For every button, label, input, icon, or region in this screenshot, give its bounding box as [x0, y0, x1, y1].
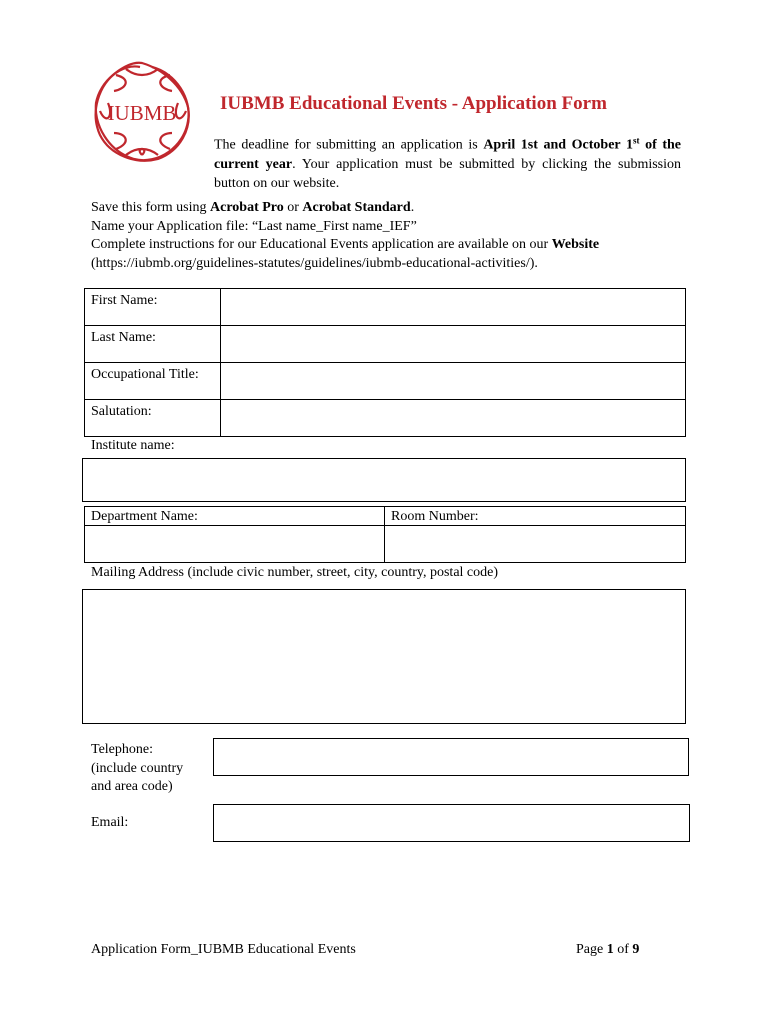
instruction-text: .: [410, 200, 415, 215]
website-label: Website: [551, 237, 600, 252]
page-title: IUBMB Educational Events - Application Form: [220, 93, 607, 114]
telephone-label: [91, 741, 183, 797]
iubmb-logo: [86, 55, 198, 167]
telephone-label-line: and area code): [91, 779, 173, 794]
page-number: [576, 942, 639, 958]
department-name-field[interactable]: [85, 526, 385, 563]
salutation-field[interactable]: [221, 400, 686, 437]
mailing-address-label: Mailing Address (include civic number, street, city, country, postal code): [91, 565, 499, 580]
instruction-text: or: [283, 200, 303, 215]
instruction-url: (https://iubmb.org/guidelines-statutes/guidelines/iubmb-educational-activities/).: [91, 255, 538, 271]
table-row: [85, 363, 686, 400]
salutation-label: Salutation:: [85, 400, 221, 437]
telephone-label-line: (include country: [91, 760, 184, 776]
logo-text: IUBMB: [107, 101, 177, 125]
room-number-label: Room Number:: [385, 507, 686, 526]
deadline-dates: April 1st and October 1: [483, 137, 633, 153]
table-row: [85, 400, 686, 437]
last-name-field[interactable]: [221, 326, 686, 363]
acrobat-standard-label: Acrobat Standard: [302, 200, 411, 215]
department-name-label: Department Name:: [85, 507, 385, 526]
email-label: Email:: [91, 815, 129, 830]
table-row: [85, 289, 686, 326]
instruction-text: Complete instructions for our Educational Events application are available on our: [91, 237, 552, 252]
acrobat-pro-label: Acrobat Pro: [210, 200, 284, 215]
department-room-table: [84, 506, 686, 563]
personal-info-table: [84, 288, 686, 437]
instructions: [91, 199, 691, 273]
institute-name-field[interactable]: [82, 458, 686, 502]
first-name-label: First Name:: [85, 289, 221, 326]
first-name-field[interactable]: [221, 289, 686, 326]
deadline-submission-text: . Your application must be submitted by clicking the submission button on our website.: [214, 156, 682, 191]
table-row: [85, 507, 686, 526]
footer-document-title: Application Form_IUBMB Educational Events: [91, 942, 356, 957]
page-of: of: [613, 942, 633, 957]
deadline-year: of the current year: [214, 137, 681, 172]
deadline-paragraph: [214, 131, 681, 193]
telephone-label-line: Telephone:: [91, 742, 153, 757]
institute-name-label: Institute name:: [91, 438, 175, 453]
instruction-website: [91, 236, 691, 255]
table-row: [85, 326, 686, 363]
email-field[interactable]: [213, 804, 690, 842]
table-row: [85, 526, 686, 563]
occupational-title-field[interactable]: [221, 363, 686, 400]
mailing-address-field[interactable]: [82, 589, 686, 724]
page-current: 1: [606, 942, 614, 957]
occupational-title-label: Occupational Title:: [85, 363, 221, 400]
page-word: Page: [576, 942, 607, 957]
instruction-text: Save this form using: [91, 200, 210, 215]
instruction-save-form: [91, 199, 691, 218]
last-name-label: Last Name:: [85, 326, 221, 363]
page-total: 9: [632, 942, 640, 957]
telephone-field[interactable]: [213, 738, 689, 776]
room-number-field[interactable]: [385, 526, 686, 563]
deadline-text: The deadline for submitting an application is: [214, 137, 484, 153]
instruction-file-name: Name your Application file: “Last name_First name_IEF”: [91, 218, 417, 234]
deadline-superscript: st: [632, 135, 640, 145]
